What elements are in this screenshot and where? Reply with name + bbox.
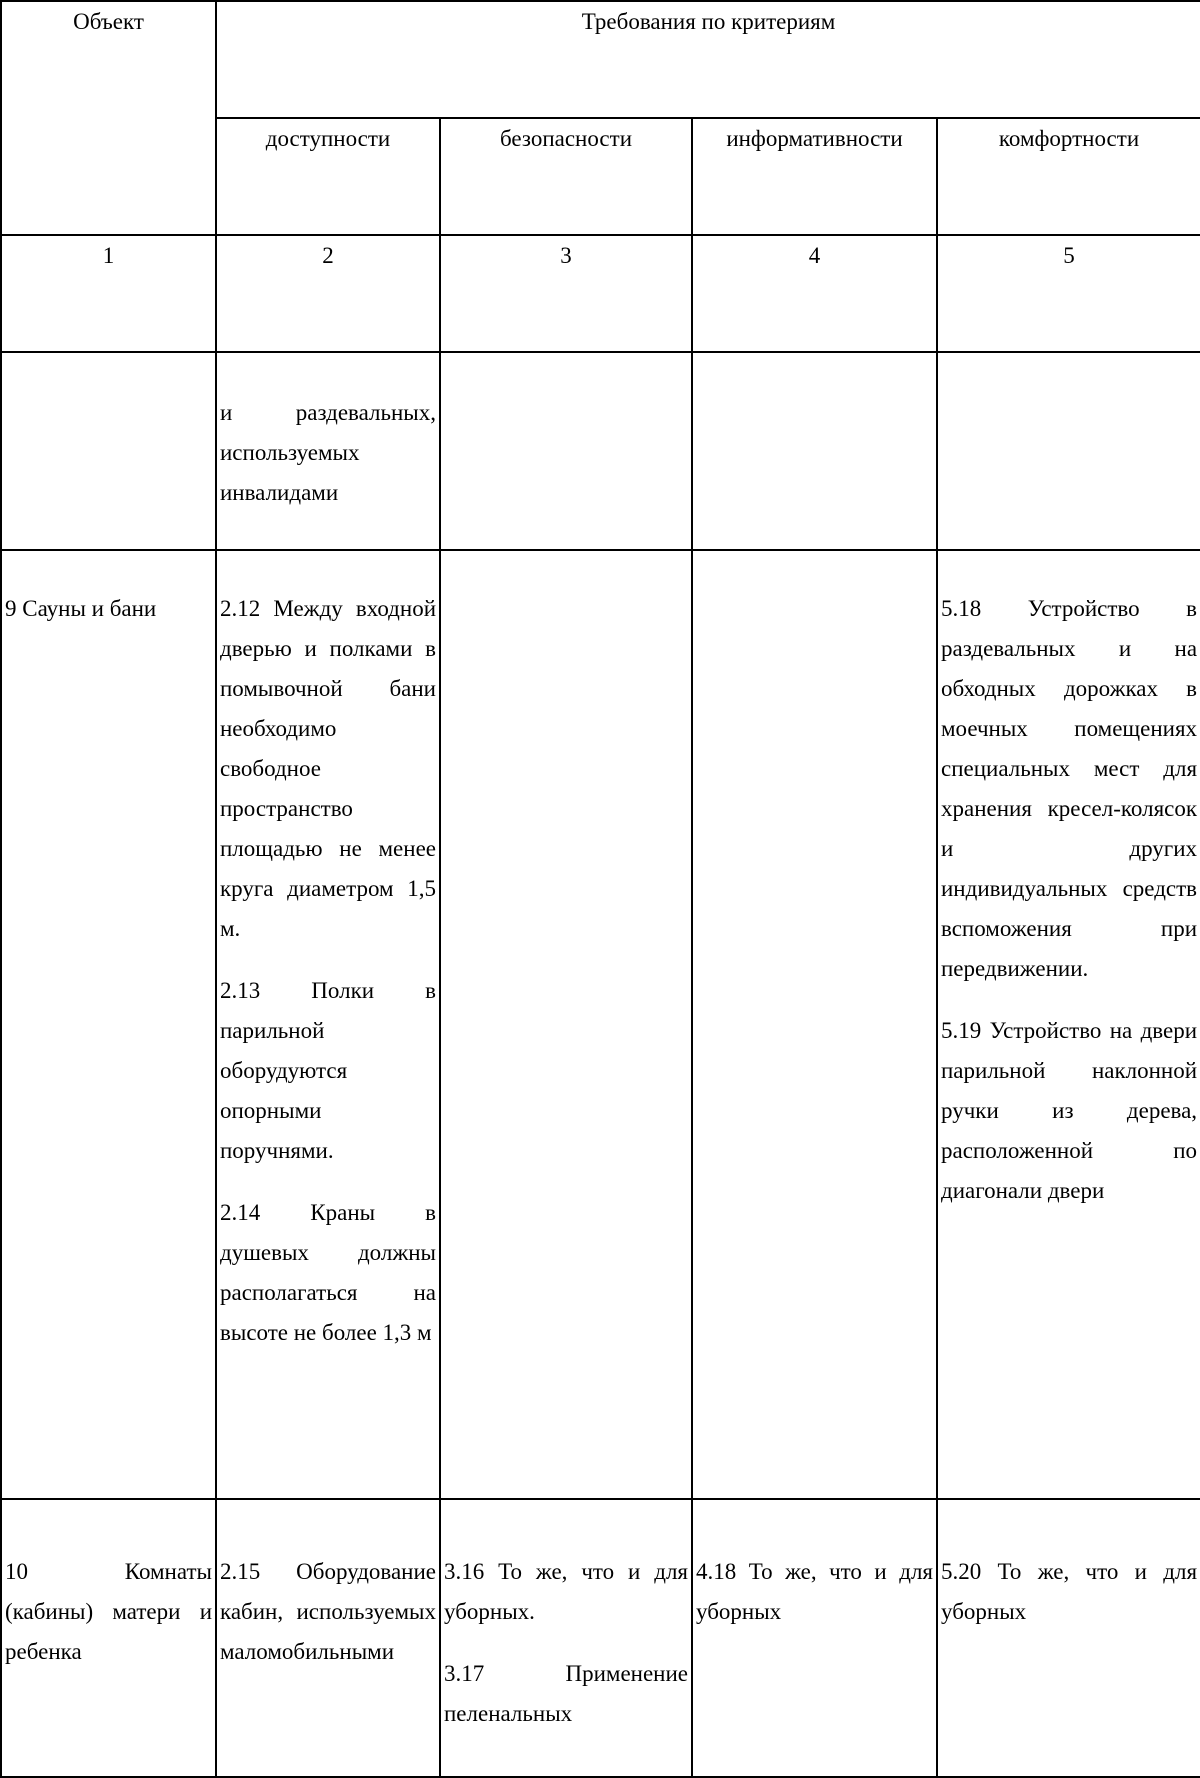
row-access-cell: [216, 550, 440, 1499]
row-safety-cell: [440, 352, 692, 550]
row-access-paragraph: 2.12 Между входной дверью и полками в помывочной бани необходимо свободное пространство площадью не менее круга диаметром 1,5 м.: [220, 596, 436, 941]
header-requirements: Требования по критериям: [216, 1, 1200, 118]
column-number: 5: [937, 235, 1200, 352]
row-comfort-paragraph: 5.20 То же, что и для уборных: [941, 1559, 1198, 1624]
header-col-safety: безопасности: [440, 118, 692, 235]
table-row: [1, 1499, 1200, 1777]
row-comfort-cell: [937, 550, 1200, 1499]
row-safety-cell: [440, 550, 692, 1499]
table-row: [1, 352, 1200, 550]
row-safety-cell: [440, 1499, 692, 1777]
row-access-paragraph: 2.14 Краны в душевых должны располагаться на высоте не более 1,3 м: [220, 1200, 436, 1345]
row-safety-paragraph: 3.17 Применение пеленальных: [444, 1661, 688, 1726]
row-access-cell: [216, 352, 440, 550]
row-safety-paragraph: 3.16 То же, что и для уборных.: [444, 1559, 688, 1624]
row-comfort-cell: [937, 352, 1200, 550]
row-object: 10 Комнаты (кабины) матери и ребенка: [1, 1499, 216, 1777]
row-comfort-cell: [937, 1499, 1200, 1777]
column-number: 1: [1, 235, 216, 352]
header-object: Объект: [1, 1, 216, 235]
row-info-cell: [692, 550, 937, 1499]
row-access-paragraph: 2.15 Оборудование кабин, используемых маломобильными: [220, 1559, 436, 1664]
row-info-paragraph: 4.18 То же, что и для уборных: [696, 1559, 933, 1624]
column-number: 3: [440, 235, 692, 352]
row-access-paragraph: 2.13 Полки в парильной оборудуются опорными поручнями.: [220, 978, 436, 1163]
row-info-cell: [692, 1499, 937, 1777]
row-info-cell: [692, 352, 937, 550]
header-col-informativeness: информативности: [692, 118, 937, 235]
header-col-comfort: комфортности: [937, 118, 1200, 235]
row-comfort-paragraph: 5.19 Устройство на двери парильной наклонной ручки из дерева, расположенной по диагонали двери: [941, 1018, 1198, 1203]
column-number: 4: [692, 235, 937, 352]
header-col-accessibility: доступности: [216, 118, 440, 235]
row-access-cell: [216, 1499, 440, 1777]
row-comfort-paragraph: 5.18 Устройство в раздевальных и на обходных дорожках в моечных помещениях специальных мест для хранения кресел-колясок и других индивидуальных средств вспоможения при передвижении.: [941, 596, 1198, 981]
column-number: 2: [216, 235, 440, 352]
table-row: [1, 550, 1200, 1499]
row-object: [1, 352, 216, 550]
row-object: 9 Сауны и бани: [1, 550, 216, 1499]
row-access-text: и раздевальных, используемых инвалидами: [220, 400, 436, 505]
